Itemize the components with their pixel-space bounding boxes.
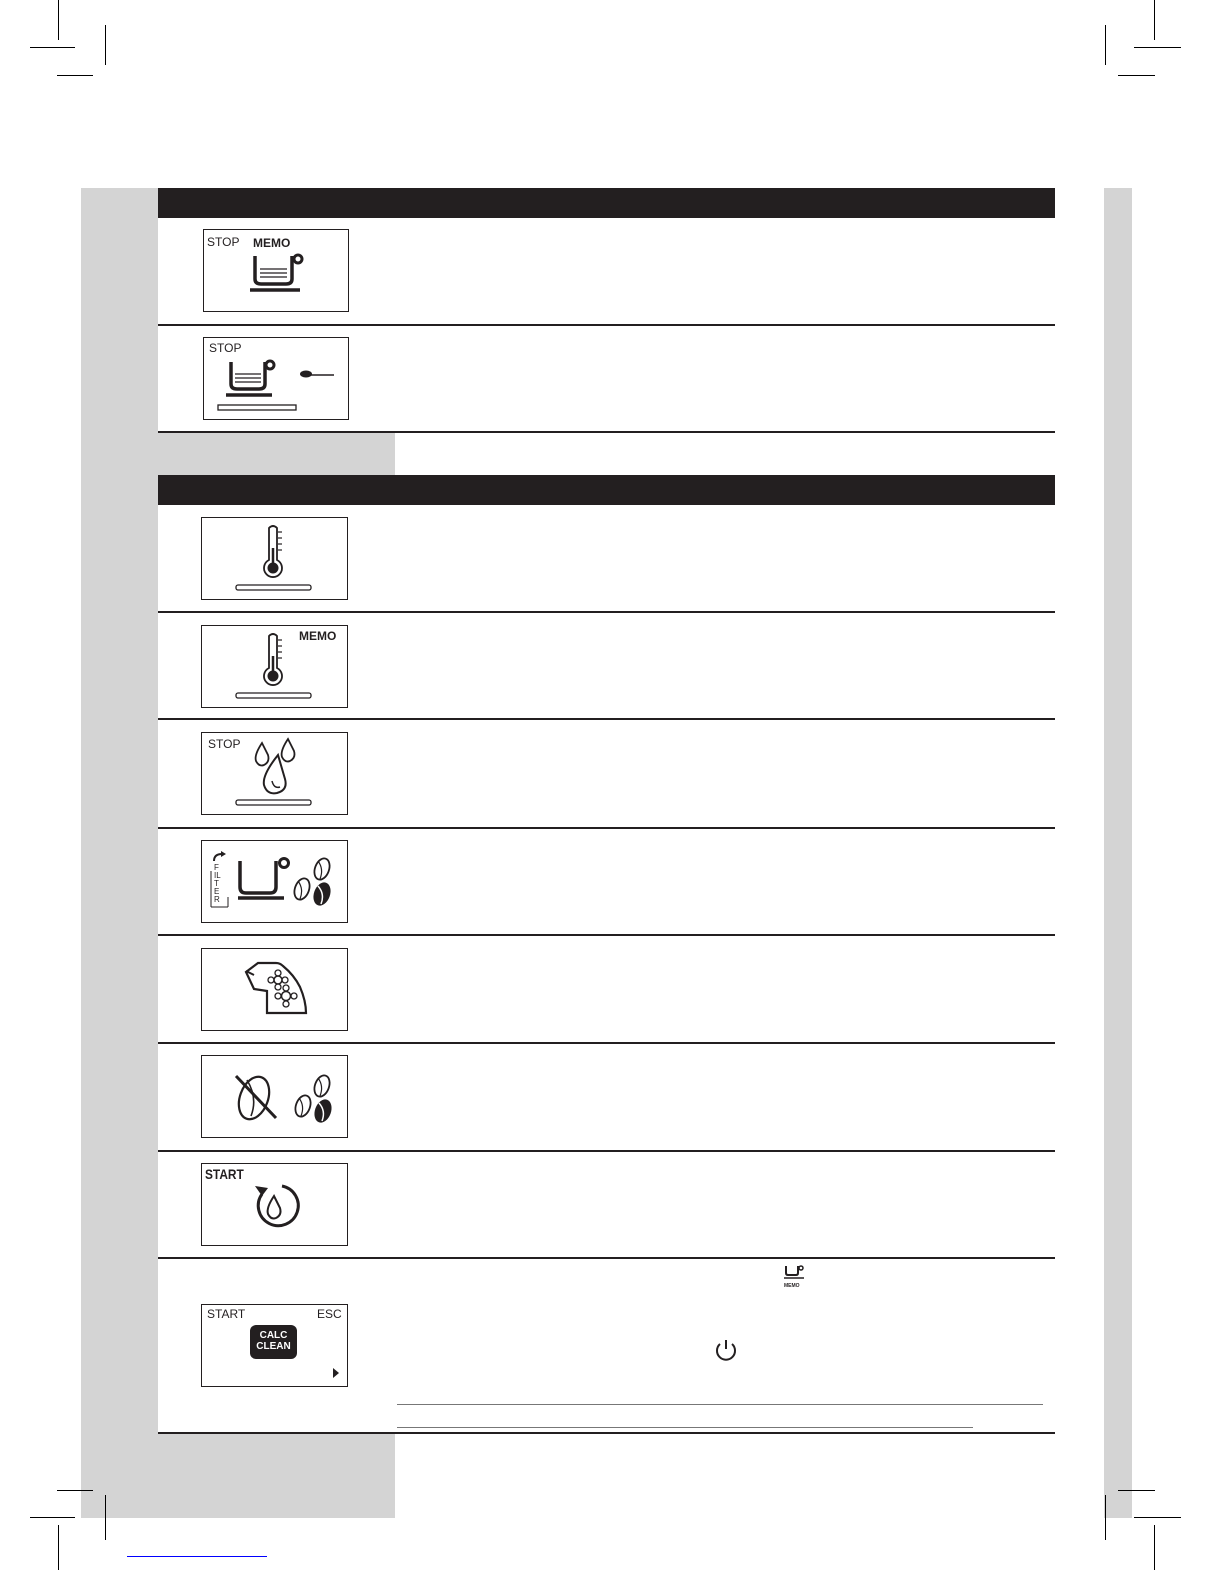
display-start-rinse [201, 1163, 348, 1246]
left-gray-band-lower [158, 433, 395, 475]
table-header-band-2 [158, 475, 1055, 505]
memo-small-label: MEMO [784, 1283, 800, 1289]
memo-label: MEMO [253, 236, 291, 250]
power-icon [713, 1337, 739, 1363]
row-divider [158, 1432, 1055, 1434]
row-divider [158, 1042, 1055, 1044]
row-divider [158, 611, 1055, 613]
note-rule [397, 1427, 973, 1428]
left-gray-band [81, 188, 158, 1518]
stop-label: STOP [208, 737, 241, 751]
cup-spoon-icon [204, 338, 350, 421]
memo-cup-small-icon [780, 1263, 810, 1291]
filter-vertical-label: FILTER [214, 863, 221, 904]
display-calc-clean [201, 1304, 348, 1387]
clean-label: CLEAN [256, 1341, 291, 1352]
display-thermometer [201, 517, 348, 600]
arrow-right-icon [202, 1305, 349, 1388]
cup-icon [204, 230, 350, 313]
start-label: START [207, 1307, 246, 1321]
display-brew-group [201, 948, 348, 1031]
footer-link-underline[interactable] [127, 1556, 267, 1557]
filter-cup-beans-icon [202, 841, 349, 924]
brew-group-icon [202, 949, 349, 1032]
start-label: START [205, 1166, 244, 1182]
table-header-band-1 [158, 188, 1055, 218]
row-divider [158, 827, 1055, 829]
row-divider [158, 718, 1055, 720]
left-gray-band-bottom [158, 1433, 395, 1518]
no-beans-icon [202, 1056, 349, 1139]
display-filter-cup-beans [201, 840, 348, 923]
display-no-beans [201, 1055, 348, 1138]
row-divider [158, 1150, 1055, 1152]
row-divider [158, 431, 1055, 433]
esc-label: ESC [317, 1307, 342, 1321]
water-drops-icon [202, 733, 349, 816]
row-divider [158, 324, 1055, 326]
display-cup-spoon [203, 337, 349, 420]
calc-label: CALC [259, 1330, 288, 1341]
thermometer-icon [202, 518, 349, 601]
thermometer-icon [202, 626, 349, 709]
display-thermometer-memo [201, 625, 348, 708]
display-water-drops [201, 732, 348, 815]
display-memo-cup [203, 229, 349, 312]
rinse-icon [202, 1164, 349, 1247]
note-rule [397, 1404, 1043, 1405]
stop-label: STOP [207, 235, 240, 249]
right-gray-band [1104, 188, 1132, 1518]
stop-label: STOP [209, 341, 242, 355]
memo-label: MEMO [299, 629, 337, 643]
row-divider [158, 1257, 1055, 1259]
row-divider [158, 934, 1055, 936]
